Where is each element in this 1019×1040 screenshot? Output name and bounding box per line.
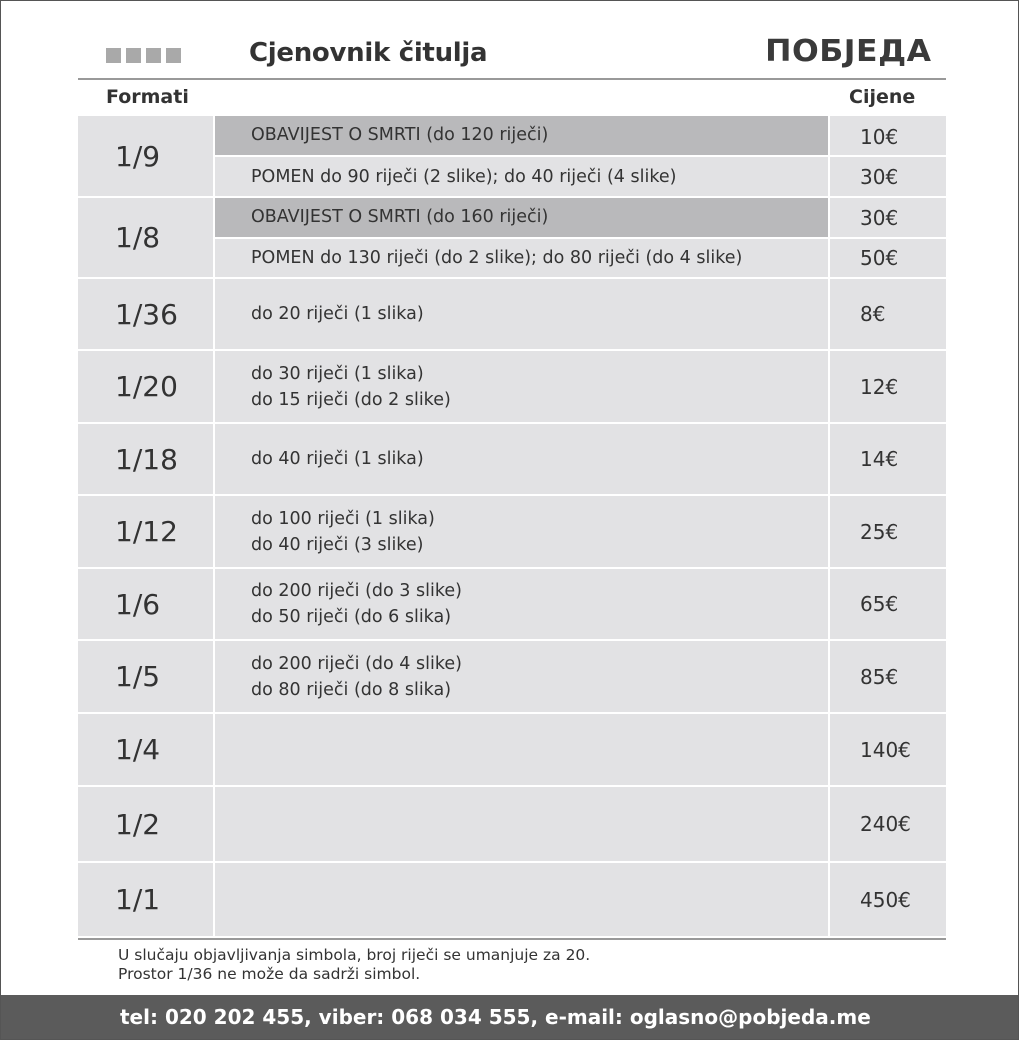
price-cell (830, 279, 946, 349)
description-cell (215, 714, 828, 785)
description-cell (215, 351, 828, 422)
format-cell (78, 279, 213, 349)
divider-bottom (78, 938, 946, 940)
description-cell (215, 787, 828, 861)
description-sub-row (215, 157, 828, 196)
price-block (830, 641, 946, 712)
price-block (830, 863, 946, 936)
price-cell (830, 569, 946, 639)
description-cell (215, 641, 828, 712)
price-sub-row (830, 116, 946, 155)
price-value: 140€ (860, 737, 911, 762)
description-cell (215, 863, 828, 936)
description-line: do 200 riječi (do 3 slike) (251, 581, 462, 601)
footnote: Prostor 1/36 ne može da sadrži simbol. (118, 965, 421, 983)
price-value: 85€ (860, 664, 899, 689)
description-block (215, 714, 828, 785)
table-row (78, 351, 946, 422)
format-cell (78, 198, 213, 277)
format-label: 1/6 (115, 587, 161, 621)
price-block (830, 787, 946, 861)
contact-footer (1, 995, 1018, 1039)
format-cell (78, 863, 213, 936)
description-block (215, 863, 828, 936)
table-row (78, 279, 946, 349)
format-cell (78, 714, 213, 785)
description-text: POMEN do 90 riječi (2 slike); do 40 riječi (4 slike) (251, 167, 677, 187)
format-label: 1/1 (115, 883, 161, 916)
price-cell (830, 424, 946, 494)
description-line: do 15 riječi (do 2 slike) (251, 389, 451, 410)
description-block (215, 496, 828, 567)
square-icon (126, 48, 141, 63)
format-cell (78, 116, 213, 196)
description-block (215, 279, 828, 349)
format-cell (78, 787, 213, 861)
price-sub-row (830, 239, 946, 277)
format-cell (78, 351, 213, 422)
description-line: do 200 riječi (do 4 slike) (251, 653, 462, 674)
page-title: Cjenovnik čitulja (249, 38, 488, 68)
price-cell (830, 641, 946, 712)
price-cell (830, 496, 946, 567)
description-cell (215, 116, 828, 196)
price-value: 10€ (860, 125, 899, 149)
price-value: 65€ (860, 592, 899, 616)
price-value: 12€ (860, 374, 899, 399)
description-line: do 50 riječi (do 6 slika) (251, 607, 452, 627)
price-value: 450€ (860, 887, 911, 912)
format-label: 1/12 (115, 515, 178, 548)
square-icon (106, 48, 121, 63)
description-line: do 80 riječi (do 8 slika) (251, 679, 452, 700)
price-value: 8€ (860, 302, 886, 326)
price-sub-row (830, 198, 946, 237)
description-line: do 30 riječi (1 slika) (251, 363, 424, 384)
price-value: 30€ (860, 165, 899, 189)
price-sub-row (830, 157, 946, 196)
description-cell (215, 279, 828, 349)
format-label: 1/20 (115, 370, 178, 403)
description-cell (215, 424, 828, 494)
table-row (78, 863, 946, 936)
format-label: 1/4 (115, 733, 161, 766)
price-cell (830, 787, 946, 861)
table-row (78, 787, 946, 861)
footnotes (118, 946, 590, 984)
description-cell (215, 496, 828, 567)
format-label: 1/2 (115, 807, 161, 841)
price-cell (830, 351, 946, 422)
price-block (830, 496, 946, 567)
format-label: 1/18 (115, 442, 178, 476)
square-icon (146, 48, 161, 63)
table-row (78, 641, 946, 712)
divider-top (78, 78, 946, 80)
square-icon (166, 48, 181, 63)
description-line: do 100 riječi (1 slika) (251, 508, 435, 529)
pobjeda-logo: ПОБЈЕДА (765, 34, 932, 69)
table-row (78, 569, 946, 639)
price-value: 14€ (860, 447, 899, 471)
table-row (78, 714, 946, 785)
description-block (215, 351, 828, 422)
description-text: OBAVIJEST O SMRTI (do 120 riječi) (251, 125, 549, 145)
price-value: 30€ (860, 206, 899, 230)
price-block (830, 424, 946, 494)
description-block (215, 424, 828, 494)
format-cell (78, 641, 213, 712)
description-text: POMEN do 130 riječi (do 2 slike); do 80 riječi (do 4 slike) (251, 248, 743, 268)
price-cell (830, 863, 946, 936)
description-cell (215, 569, 828, 639)
price-block (830, 279, 946, 349)
table-row (78, 116, 946, 196)
description-block (215, 641, 828, 712)
price-cell (830, 116, 946, 196)
table-row (78, 198, 946, 277)
format-label: 1/5 (115, 660, 161, 693)
description-sub-row (215, 116, 828, 155)
format-cell (78, 496, 213, 567)
format-cell (78, 569, 213, 639)
format-label: 1/8 (115, 221, 161, 254)
description-sub-row (215, 198, 828, 237)
description-line: do 40 riječi (1 slika) (251, 449, 424, 469)
table-row (78, 496, 946, 567)
price-value: 240€ (860, 812, 911, 836)
price-block (830, 569, 946, 639)
header (78, 30, 946, 78)
price-value: 50€ (860, 246, 899, 270)
price-cell (830, 198, 946, 277)
price-block (830, 351, 946, 422)
price-table (78, 116, 946, 938)
table-row (78, 424, 946, 494)
price-cell (830, 714, 946, 785)
description-block (215, 787, 828, 861)
description-text: OBAVIJEST O SMRTI (do 160 riječi) (251, 207, 549, 227)
format-cell (78, 424, 213, 494)
format-label: 1/36 (115, 297, 178, 331)
footnote: U slučaju objavljivanja simbola, broj riječi se umanjuje za 20. (118, 946, 591, 964)
price-value: 25€ (860, 519, 899, 544)
price-block (830, 714, 946, 785)
description-cell (215, 198, 828, 277)
column-header-formats: Formati (106, 86, 189, 108)
description-block (215, 569, 828, 639)
contact-info: tel: 020 202 455, viber: 068 034 555, e-mail: oglasno@pobjeda.me (120, 1005, 871, 1029)
column-header-prices: Cijene (849, 86, 916, 108)
description-line: do 20 riječi (1 slika) (251, 304, 424, 324)
format-label: 1/9 (115, 139, 161, 173)
description-sub-row (215, 239, 828, 277)
description-line: do 40 riječi (3 slike) (251, 534, 424, 555)
decorative-squares (106, 48, 181, 63)
